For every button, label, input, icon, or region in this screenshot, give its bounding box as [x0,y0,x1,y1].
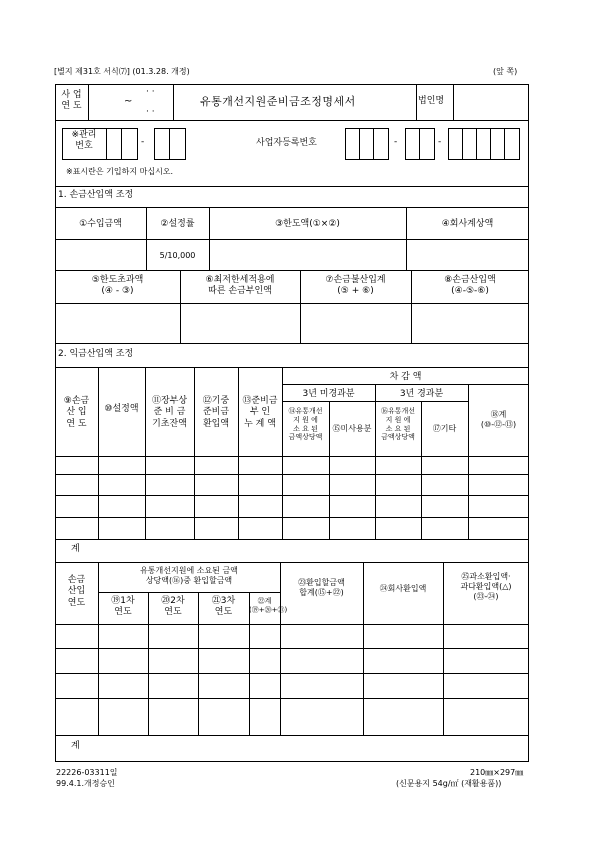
management-number-label: ※관리 번호 [71,130,97,152]
limit-amount-field[interactable] [210,240,405,269]
deduct-year-header: ⑨손금 산 입 연 도 [63,396,90,429]
form-code: 22226-03311일 [56,768,118,777]
biz-no-box-10[interactable] [504,128,520,160]
over-under-return-header: ㉕과소환입액· 과다환입액(△) (㉓-㉔) [460,572,512,601]
setting-rate-header: ②설정률 [160,219,195,229]
section2-total-row: 계 [71,544,80,554]
notice-text: ※표시란은 기입하지 마십시오. [66,167,174,176]
unused-header: ⑮미사용분 [332,424,372,433]
second-year-header: ⑳2차 연도 [161,596,185,618]
setting-rate-value: 5/10,000 [159,251,196,260]
form-reference: [별지 제31호 서식⑺] (01.3.28. 개정) [54,67,190,76]
approval-date: 99.4.1.개정승인 [56,779,115,788]
biz-reg-label: 사업자등록번호 [256,138,317,148]
third-year-header: ㉑3차 연도 [211,596,236,618]
total-header: ⑱계 (⑩-⑫-⑬) [480,410,517,429]
used-over-header: ⑯유통개선 지 원 에 소 요 된 금액상당액 [380,407,416,442]
ledger-opening-header: ⑪장부상 준 비 금 기초잔액 [151,396,188,429]
deductible-header: ⑧손금산입액 (④-⑤-⑥) [444,275,496,297]
biz-no-box-3[interactable] [373,128,389,160]
first-year-header: ⑲1차 연도 [111,596,135,618]
s3-deduct-year-header: 손금 산입 연도 [67,575,86,608]
over-3-years-header: 3년 경과분 [399,389,444,399]
deduction-header: 차 감 액 [389,372,422,382]
mgmt-no-box-4[interactable] [169,128,186,160]
sum-header: ㉒계 (⑲+⑳+㉑) [249,597,288,614]
return-total-header: ㉓환입할금액 합계(⑮+㉒) [298,578,345,597]
section3-total-row: 계 [71,741,80,751]
company-booked-field[interactable] [407,240,528,269]
paper-size: 210㎜×297㎜ [470,768,524,777]
period-dots-top: · · [146,87,155,97]
corp-name-field[interactable] [454,85,528,119]
corp-name-label: 법인명 [418,96,445,106]
form-title: 유통개선지원준비금조정명세서 [200,95,356,108]
cumulative-denied-header: ⑬준비금 부 인 누 계 액 [242,396,278,429]
other-header: ⑰기타 [432,424,457,433]
used-under-header: ⑭유통개선 지 원 에 소 요 된 금액상당액 [288,407,323,442]
non-deductible-header: ⑦손금불산입계 (⑤ + ⑥) [325,275,386,297]
biz-no-box-5[interactable] [419,128,435,160]
dash: - [438,137,442,147]
period-tilde: ~ [124,96,133,107]
return-group-header: 유통개선지원에 소요된 금액 상당액(⑯)중 환입할금액 [140,566,238,585]
section1-title: 1. 손금산입액 조정 [58,190,134,200]
company-booked-header: ④회사계상액 [441,219,494,229]
minimum-tax-header: ⑥최저한세적용에 따른 손금부인액 [205,275,275,297]
page-side-label: (앞 쪽) [493,67,518,76]
mgmt-no-box-2[interactable] [121,128,138,160]
excess-limit-header: ⑤한도초과액 (④ - ③) [91,275,144,297]
limit-amount-header: ③한도액(①×②) [275,219,340,229]
setting-amount-header: ⑩설정액 [104,404,139,414]
under-3-years-header: 3년 미경과분 [302,389,355,399]
section2-title: 2. 익금산입액 조정 [58,349,134,359]
dash: - [394,137,398,147]
period-dots-bottom: · · [146,107,155,117]
company-return-header: ㉔회사환입액 [379,584,427,593]
prior-return-header: ⑫기중 준비금 환입액 [202,396,230,429]
income-amount-header: ①수입금액 [79,219,122,229]
paper-spec: (신문용지 54g/㎡ (재활용품)) [396,779,502,788]
business-year-label: 사 업 연 도 [61,90,82,112]
income-amount-field[interactable] [56,240,145,269]
dash: - [141,137,145,147]
